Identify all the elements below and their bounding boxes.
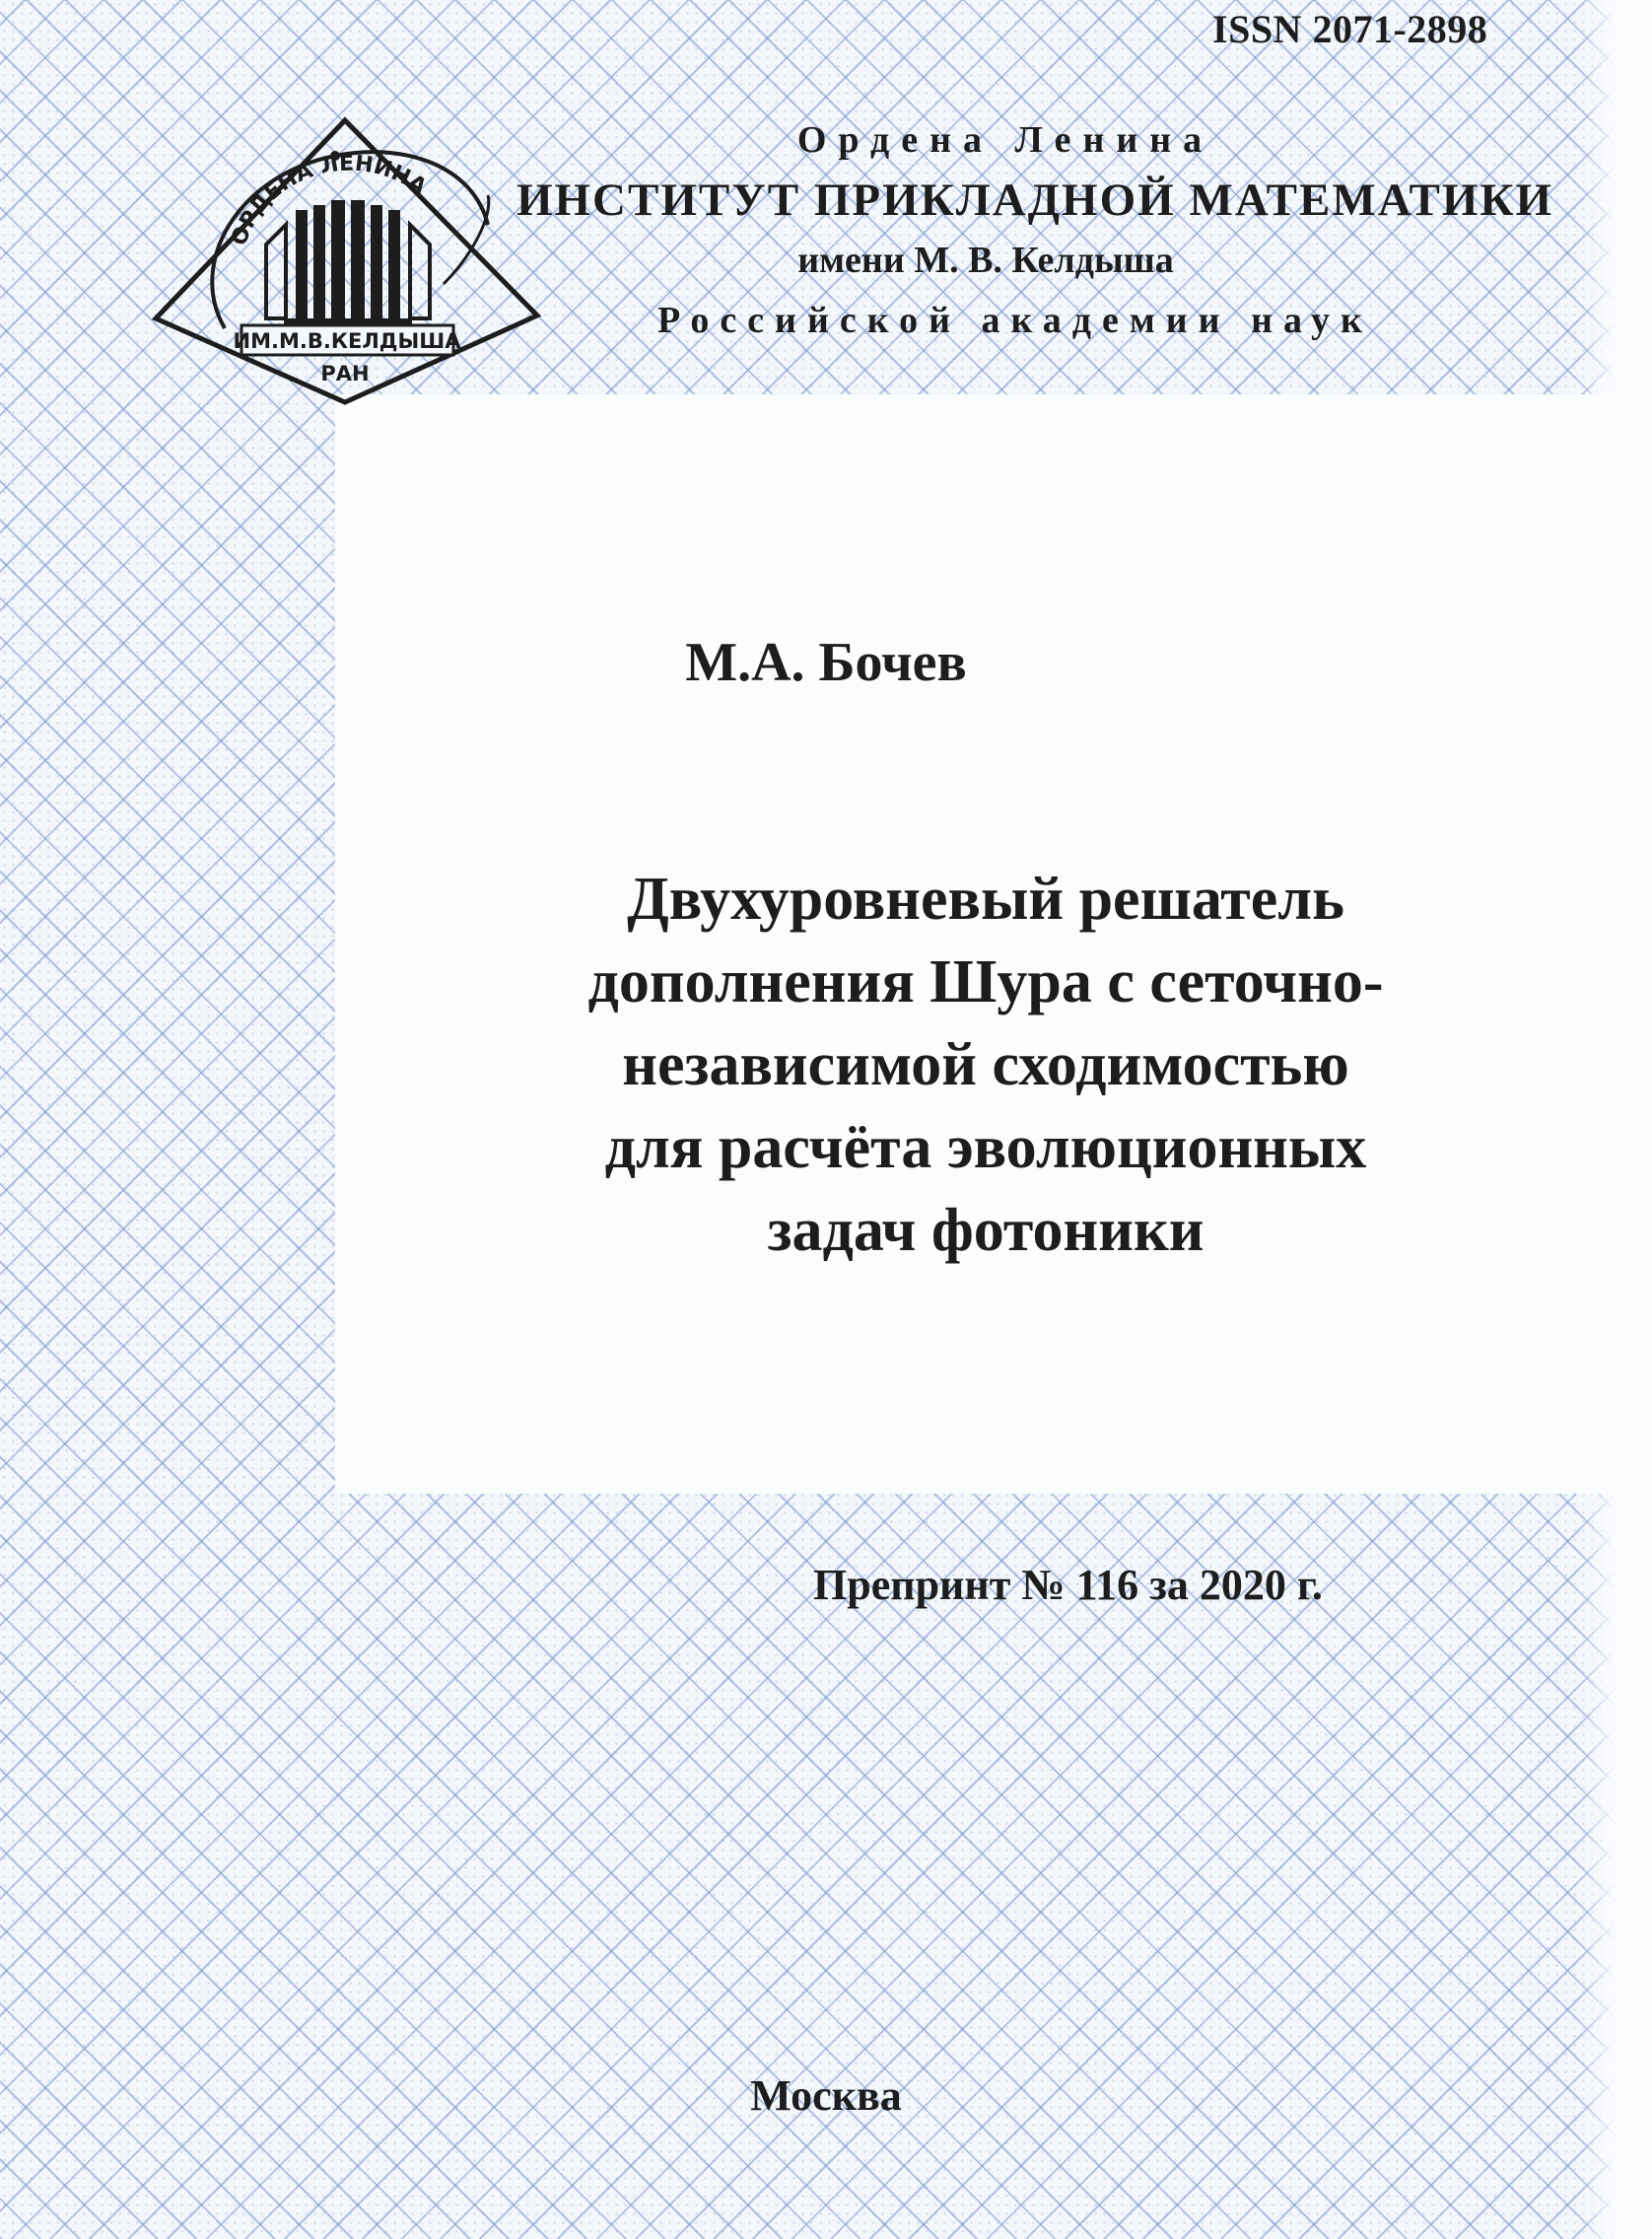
issn-number: ISSN 2071-2898 xyxy=(1212,7,1488,51)
institute-logo xyxy=(148,116,542,412)
city: Москва xyxy=(750,2071,902,2120)
title-line: независимой сходимостью xyxy=(622,1031,1349,1098)
named-after-line: имени М. В. Келдыша xyxy=(797,240,1174,281)
order-line: Ордена Ленина xyxy=(796,119,1214,161)
academy-line: Российской академии наук xyxy=(657,300,1373,341)
preprint-number: Препринт № 116 за 2020 г. xyxy=(813,1561,1323,1609)
logo-name-plate: ИМ.М.В.КЕЛДЫША xyxy=(233,329,461,353)
document-title xyxy=(463,858,1508,1272)
institute-header xyxy=(473,110,1597,351)
title-line: Двухуровневый решатель xyxy=(627,866,1344,933)
building-icon xyxy=(266,200,430,324)
title-line: для расчёта эволюционных xyxy=(604,1114,1367,1181)
logo-ring-text: ОРДЕНА ЛЕНИНА xyxy=(227,151,431,249)
orbit-arc xyxy=(212,152,488,328)
title-line: дополнения Шура с сеточно- xyxy=(587,948,1384,1015)
institute-name: ИНСТИТУТ ПРИКЛАДНОЙ МАТЕМАТИКИ xyxy=(516,175,1554,226)
author-name: М.А. Бочев xyxy=(685,632,967,693)
logo-org: РАН xyxy=(320,362,370,385)
title-line: задач фотоники xyxy=(767,1197,1205,1264)
